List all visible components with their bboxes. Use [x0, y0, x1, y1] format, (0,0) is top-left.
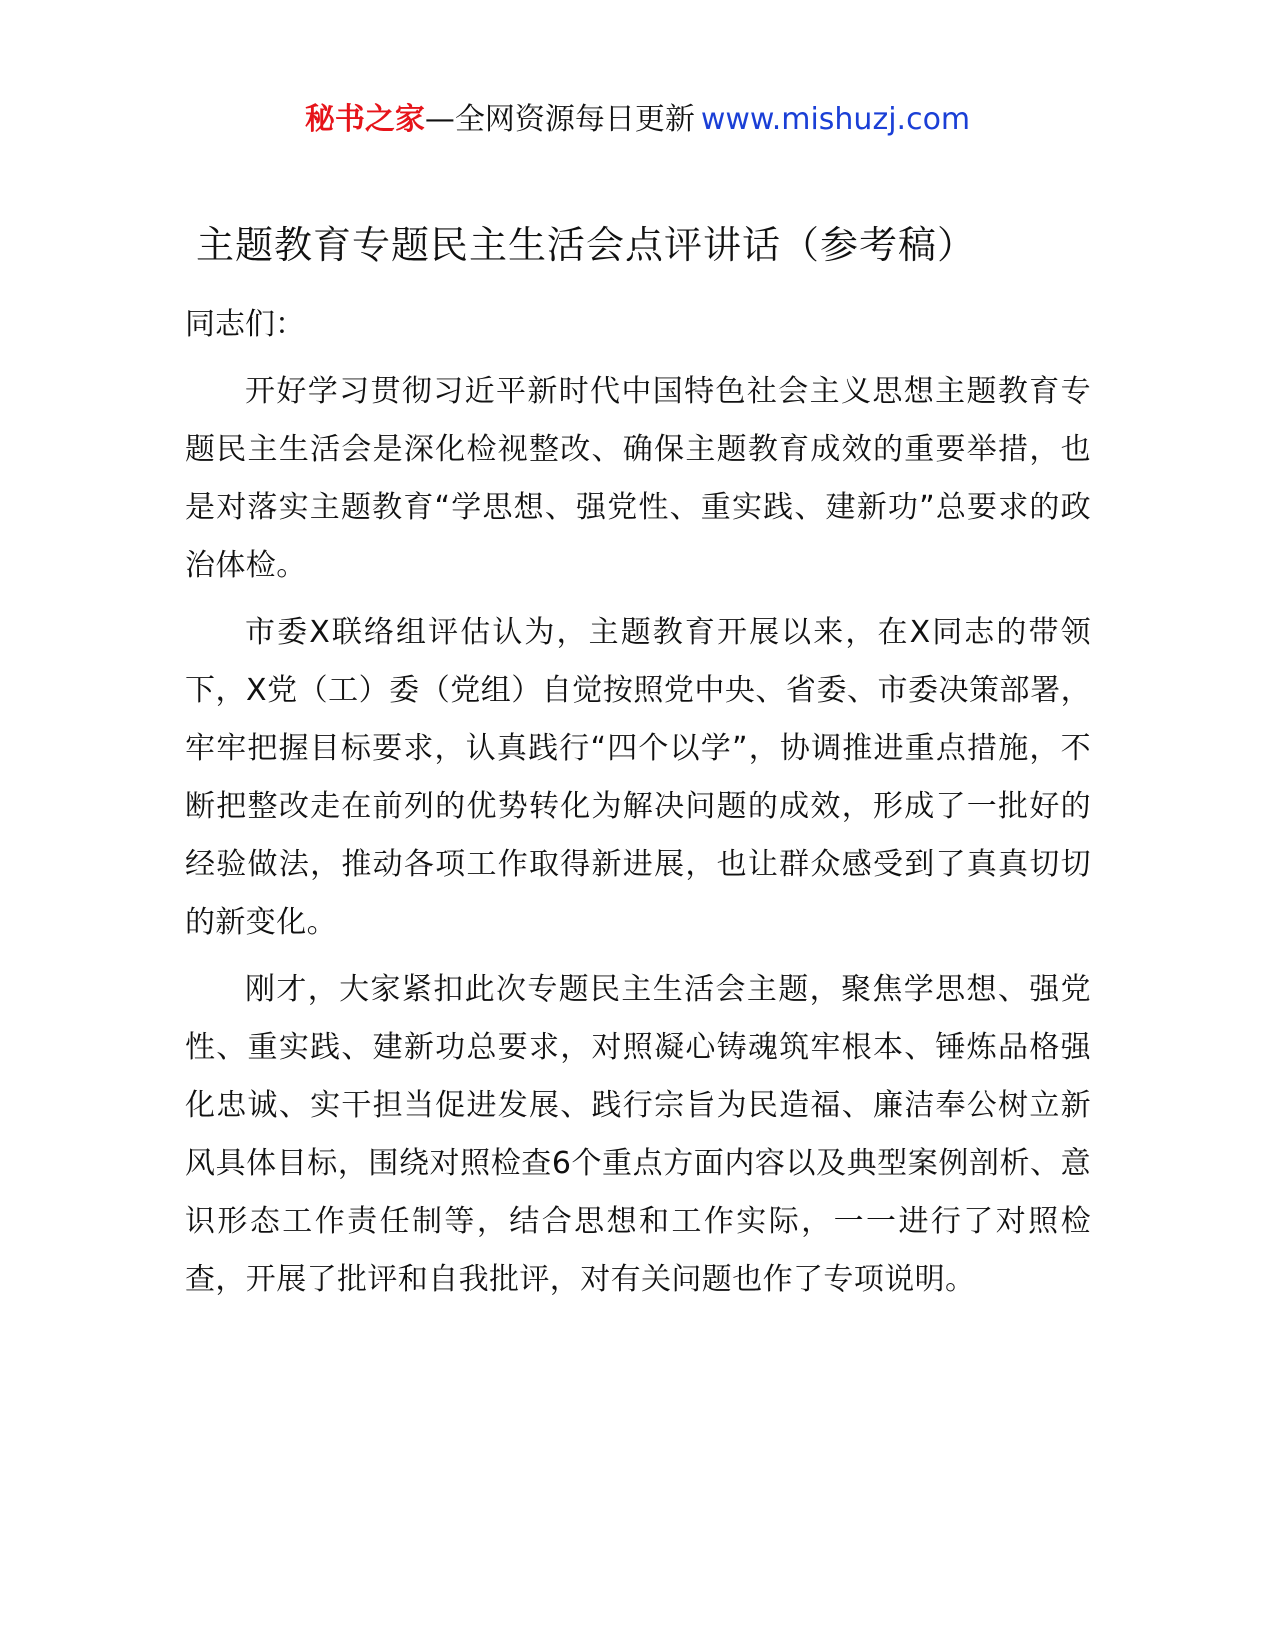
header-tagline: —全网资源每日更新 [424, 102, 695, 137]
document-body [185, 296, 1091, 1318]
paragraph-3: 刚才，大家紧扣此次专题民主生活会主题，聚焦学思想、强党性、重实践、建新功总要求，对照凝心铸魂筑牢根本、锤炼品格强化忠诚、实干担当促进发展、践行宗旨为民造福、廉洁奉公树立新风具体目标，围绕对照检查6个重点方面内容以及典型案例剖析、意识形态工作责任制等，结合思想和工作实际，一一进行了对照检查，开展了批评和自我批评，对有关问题也作了专项说明。 [185, 972, 1091, 1297]
site-header [0, 100, 1275, 140]
site-url-link[interactable]: www.mishuzj.com [700, 102, 971, 137]
paragraph-1: 开好学习贯彻习近平新时代中国特色社会主义思想主题教育专题民主生活会是深化检视整改、确保主题教育成效的重要举措，也是对落实主题教育“学思想、强党性、重实践、建新功”总要求的政治体检。 [185, 374, 1091, 583]
brand-name: 秘书之家 [304, 102, 425, 137]
salutation: 同志们： [185, 307, 305, 342]
document-title: 主题教育专题民主生活会点评讲话（参考稿） [196, 223, 977, 267]
paragraph-2: 市委X联络组评估认为，主题教育开展以来，在X同志的带领下，X党（工）委（党组）自觉按照党中央、省委、市委决策部署，牢牢把握目标要求，认真践行“四个以学”，协调推进重点措施，不断把整改走在前列的优势转化为解决问题的成效，形成了一批好的经验做法，推动各项工作取得新进展，也让群众感受到了真真切切的新变化。 [185, 615, 1091, 940]
